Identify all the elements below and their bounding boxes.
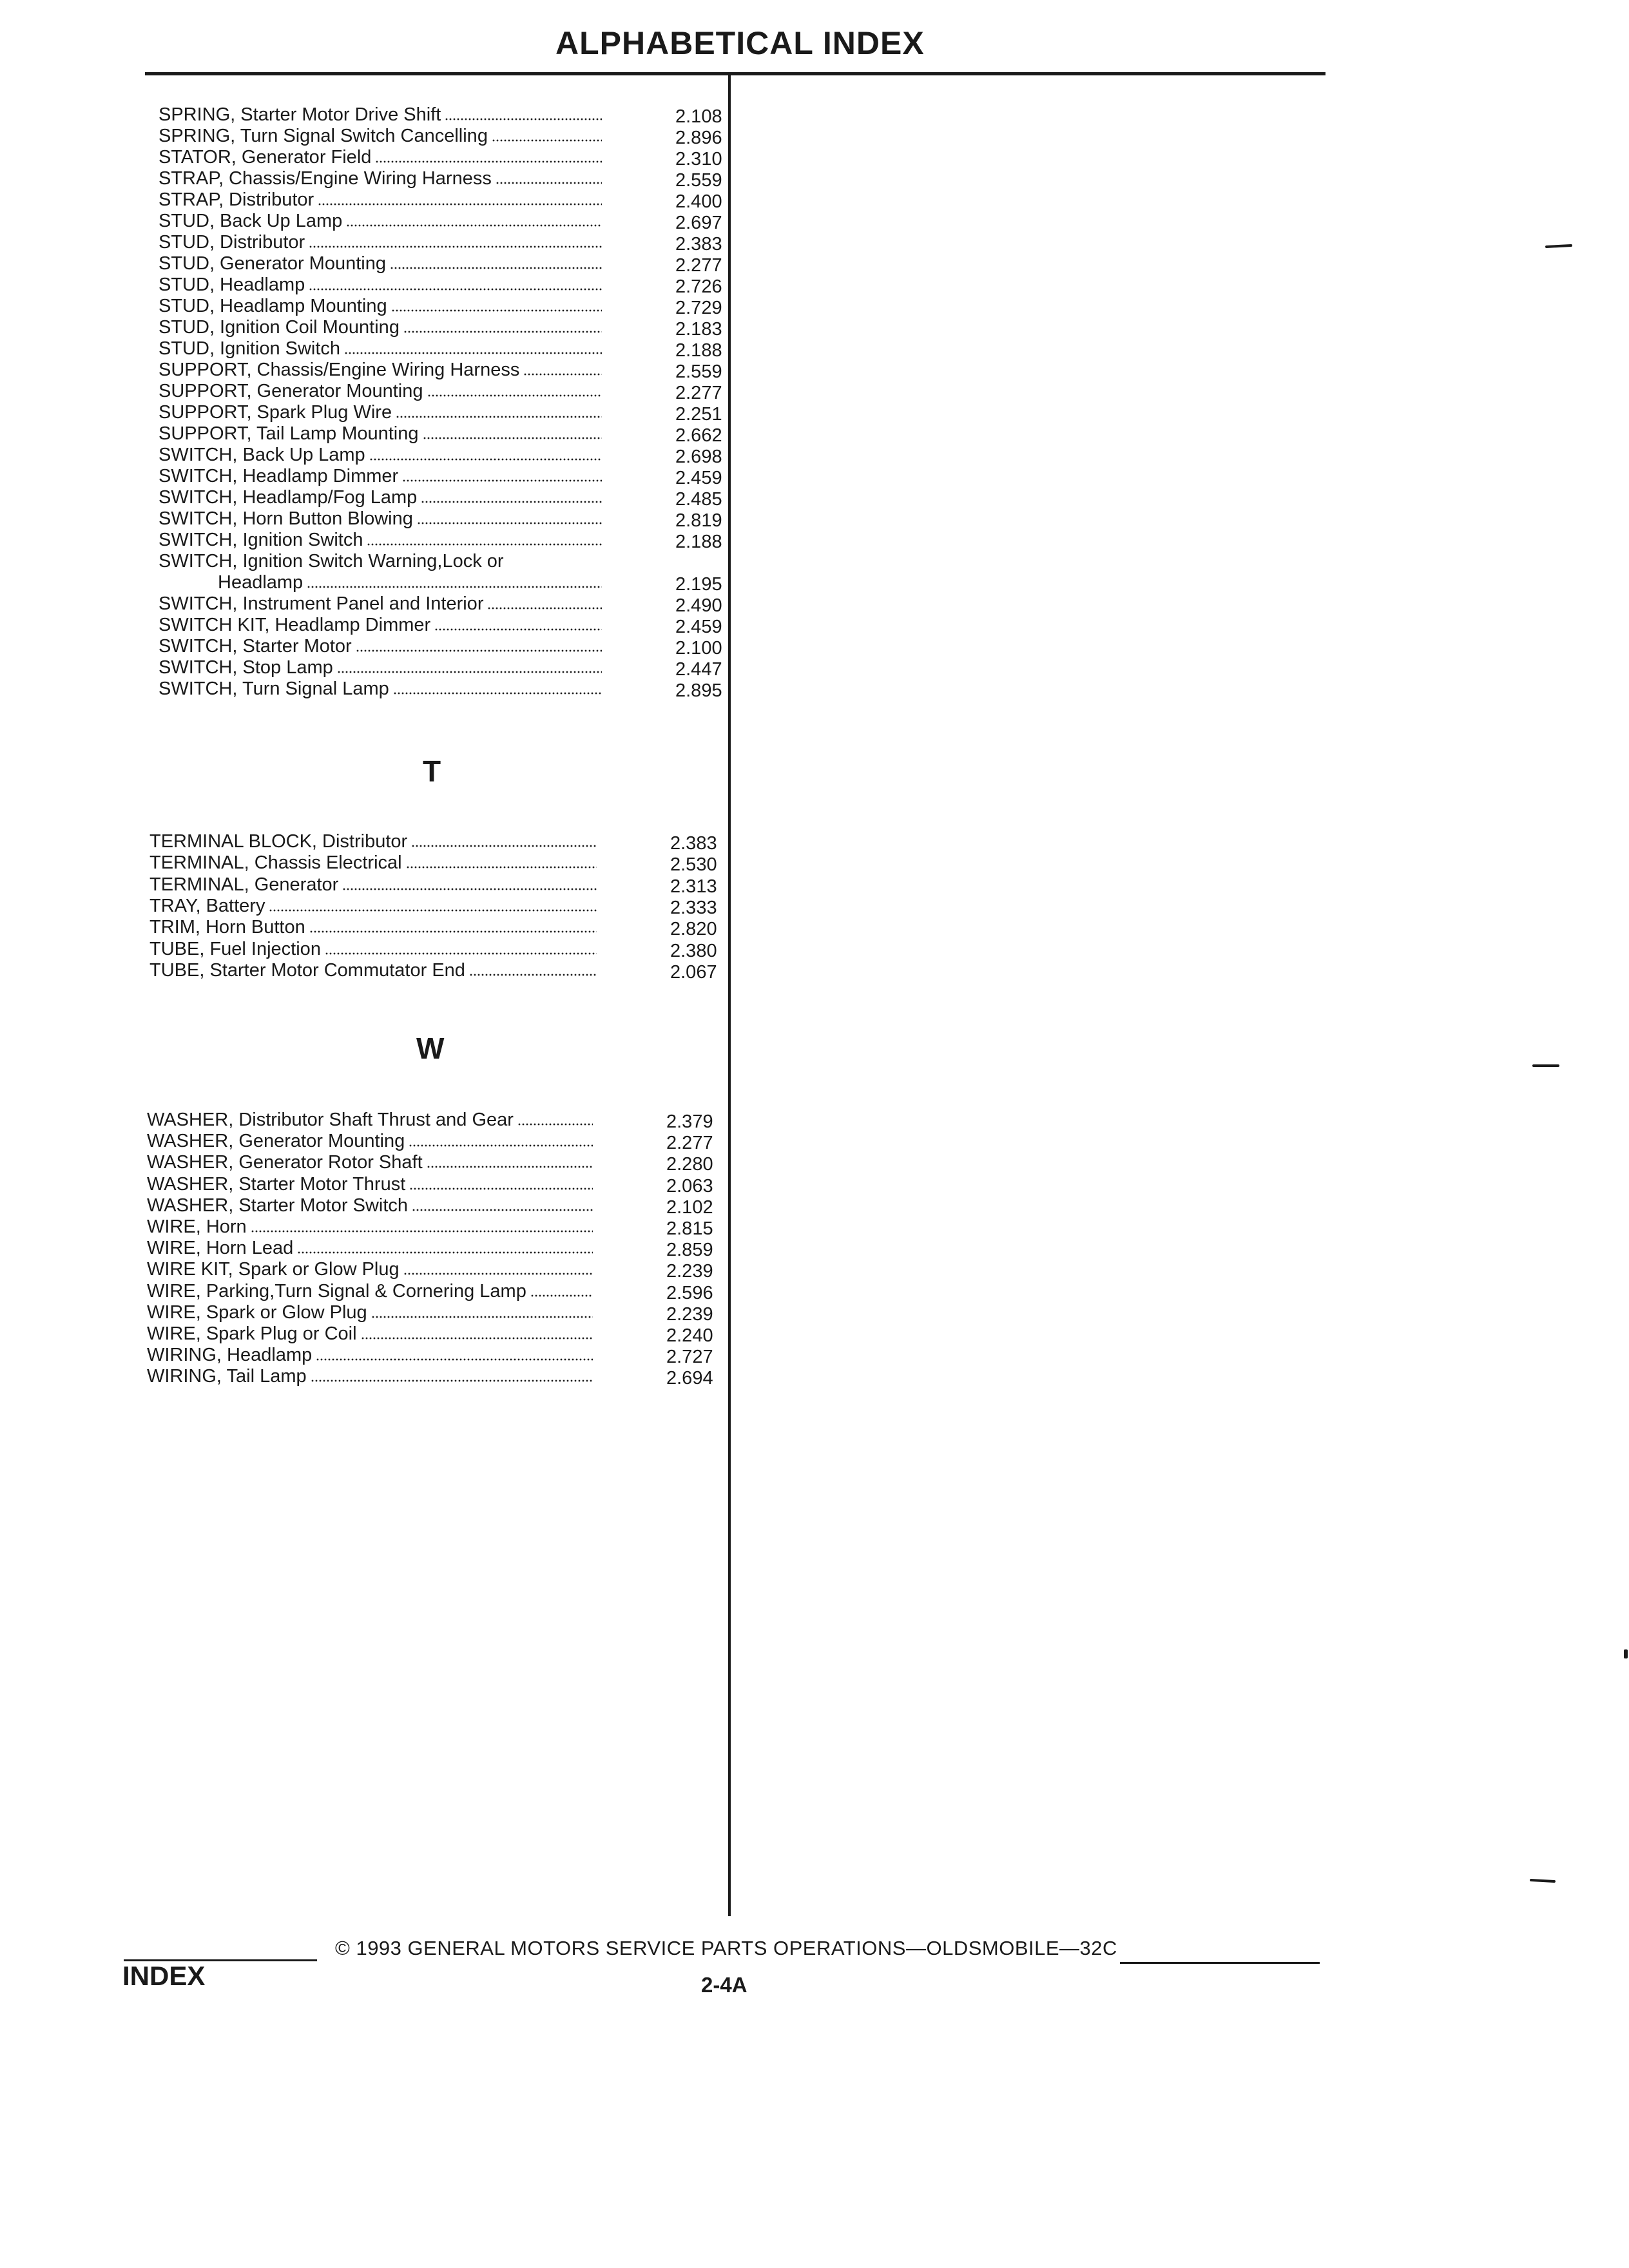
index-entry — [159, 211, 606, 232]
leader-dots — [469, 974, 597, 976]
index-entry — [147, 1323, 597, 1345]
leader-dots — [411, 845, 597, 847]
index-entry-label: SWITCH, Headlamp Dimmer — [159, 466, 399, 486]
index-entry — [159, 381, 606, 402]
index-entry-page: 2.313 — [670, 876, 717, 897]
index-entry-label: WASHER, Generator Mounting — [147, 1131, 405, 1152]
index-entry — [149, 896, 601, 917]
leader-dots — [391, 309, 602, 312]
leader-dots — [309, 930, 597, 933]
index-entry-page: 2.240 — [666, 1325, 713, 1346]
index-entry — [149, 939, 601, 960]
index-entry-label: SUPPORT, Tail Lamp Mounting — [159, 423, 419, 444]
index-entry — [149, 874, 601, 896]
index-entry-page: 2.277 — [666, 1133, 713, 1154]
header-rule — [145, 72, 1325, 75]
index-entry-label: SWITCH, Ignition Switch Warning,Lock or — [159, 551, 504, 572]
index-entry — [149, 831, 601, 852]
index-entry-label: SWITCH, Ignition Switch — [159, 530, 363, 550]
leader-dots — [409, 1144, 593, 1147]
leader-dots — [369, 458, 602, 461]
index-entry — [159, 317, 606, 338]
index-entry-page: 2.400 — [675, 191, 722, 212]
index-entry-page: 2.108 — [675, 106, 722, 127]
index-entry — [147, 1174, 597, 1195]
index-entry-label: SWITCH, Instrument Panel and Interior — [159, 593, 484, 614]
leader-dots — [318, 203, 602, 206]
index-entry-label: SUPPORT, Spark Plug Wire — [159, 402, 392, 423]
leader-dots — [421, 501, 602, 503]
column-divider — [728, 75, 731, 1916]
index-entry — [159, 253, 606, 274]
edge-mark — [1532, 1064, 1559, 1067]
index-entry-label: STUD, Ignition Coil Mounting — [159, 317, 400, 338]
index-entry — [159, 402, 606, 423]
index-entry-page: 2.559 — [675, 361, 722, 382]
index-entry-label: STUD, Headlamp — [159, 274, 305, 295]
index-entry-label: SUPPORT, Generator Mounting — [159, 381, 423, 401]
leader-dots — [356, 649, 602, 652]
leader-dots — [367, 543, 602, 546]
leader-dots — [316, 1358, 593, 1361]
index-entry — [159, 168, 606, 189]
index-entry — [159, 445, 606, 466]
index-entry-page: 2.859 — [666, 1240, 713, 1261]
index-entry — [159, 487, 606, 508]
index-entry — [147, 1345, 597, 1366]
index-entry — [147, 1302, 597, 1323]
index-entry — [159, 189, 606, 211]
index-entry — [159, 466, 606, 487]
index-entry-label: STATOR, Generator Field — [159, 147, 372, 168]
index-entry — [159, 615, 606, 636]
leader-dots — [423, 437, 602, 439]
index-entry-label: SWITCH, Horn Button Blowing — [159, 508, 413, 529]
index-entry-label: STUD, Generator Mounting — [159, 253, 386, 274]
leader-dots — [396, 416, 602, 418]
index-entry-label: STUD, Ignition Switch — [159, 338, 341, 359]
index-entry-page: 2.726 — [675, 276, 722, 297]
index-entry-label: Headlamp — [218, 572, 304, 593]
index-entry-label: SPRING, Starter Motor Drive Shift — [159, 104, 441, 125]
index-entry — [159, 423, 606, 445]
index-entry-page: 2.729 — [675, 298, 722, 318]
leader-dots — [311, 1379, 593, 1382]
index-entry — [159, 530, 606, 551]
index-entry-label: TUBE, Starter Motor Commutator End — [149, 959, 465, 981]
index-entry-label: WASHER, Starter Motor Switch — [147, 1195, 409, 1216]
index-entry-page: 2.694 — [666, 1368, 713, 1389]
index-entry-page: 2.698 — [675, 447, 722, 467]
page-number: 2-4A — [701, 1973, 747, 1997]
index-entry-page: 2.820 — [670, 919, 717, 940]
index-entry — [159, 678, 606, 700]
leader-dots — [517, 1123, 593, 1126]
leader-dots — [346, 224, 602, 227]
leader-dots — [487, 607, 602, 610]
index-entry — [147, 1281, 597, 1302]
leader-dots — [342, 888, 597, 890]
index-entry — [159, 232, 606, 253]
index-entry-page: 2.100 — [675, 638, 722, 658]
index-entry — [218, 572, 606, 593]
leader-dots — [445, 118, 602, 120]
edge-mark — [1530, 1879, 1556, 1883]
index-entry-label: WIRING, Tail Lamp — [147, 1366, 307, 1387]
index-entry-label: WIRING, Headlamp — [147, 1345, 313, 1366]
index-entry-label: SUPPORT, Chassis/Engine Wiring Harness — [159, 360, 520, 380]
leader-dots — [325, 952, 597, 955]
index-entry — [149, 852, 601, 874]
index-entry-label: STRAP, Distributor — [159, 189, 314, 210]
index-entry — [147, 1195, 597, 1216]
index-entry-page: 2.280 — [666, 1154, 713, 1175]
index-entry-page: 2.383 — [670, 833, 717, 854]
index-entry-page: 2.459 — [675, 468, 722, 488]
index-entry-page: 2.239 — [666, 1303, 713, 1325]
index-entry-page: 2.379 — [666, 1111, 713, 1132]
index-entry-page: 2.333 — [670, 897, 717, 918]
index-entry — [159, 104, 606, 126]
index-entry-label: TRIM, Horn Button — [149, 917, 305, 938]
index-entry — [159, 593, 606, 615]
index-entry-page: 2.815 — [666, 1218, 713, 1239]
edge-mark — [1545, 244, 1572, 248]
index-entry — [159, 657, 606, 678]
index-entry — [149, 917, 601, 938]
index-entry — [147, 1216, 597, 1238]
index-entry-page: 2.277 — [675, 383, 722, 403]
index-entry-page: 2.195 — [675, 574, 722, 595]
index-entry-label: WIRE, Spark Plug or Coil — [147, 1323, 357, 1344]
leader-dots — [409, 1187, 593, 1190]
index-entry-page: 2.447 — [675, 659, 722, 680]
index-entry — [147, 1152, 597, 1173]
index-entry-page: 2.697 — [675, 213, 722, 233]
index-entry-page: 2.896 — [675, 128, 722, 148]
index-entry-label: SWITCH KIT, Headlamp Dimmer — [159, 615, 431, 635]
index-entry-page: 2.183 — [675, 319, 722, 340]
index-entry-page: 2.188 — [675, 340, 722, 361]
leader-dots — [307, 586, 602, 588]
leader-dots — [403, 1273, 593, 1275]
leader-dots — [371, 1316, 593, 1318]
index-entry — [159, 508, 606, 530]
leader-dots — [530, 1294, 593, 1297]
leader-dots — [251, 1230, 593, 1233]
leader-dots — [269, 909, 597, 912]
index-entry-page: 2.063 — [666, 1175, 713, 1196]
footer-rule — [1120, 1962, 1320, 1964]
index-entry — [147, 1238, 597, 1259]
leader-dots — [427, 1166, 593, 1168]
index-entry-label: SWITCH, Starter Motor — [159, 636, 352, 657]
leader-dots — [496, 182, 602, 184]
index-entry-label: TERMINAL, Generator — [149, 874, 339, 895]
leader-dots — [417, 522, 602, 524]
index-entry-label: SWITCH, Headlamp/Fog Lamp — [159, 487, 418, 508]
index-entry-label: WASHER, Distributor Shaft Thrust and Gear — [147, 1110, 514, 1130]
index-entry — [159, 636, 606, 657]
index-entry-page: 2.310 — [675, 149, 722, 169]
leader-dots — [523, 373, 602, 376]
index-entry-label: WASHER, Generator Rotor Shaft — [147, 1152, 423, 1173]
leader-dots — [297, 1251, 593, 1254]
index-entry — [159, 296, 606, 317]
index-entry-page: 2.239 — [666, 1261, 713, 1282]
leader-dots — [434, 628, 602, 631]
footer-copyright: © 1993 GENERAL MOTORS SERVICE PARTS OPERATIONS—OLDSMOBILE—32C — [335, 1937, 1117, 1959]
index-entry-label: WIRE, Horn — [147, 1216, 247, 1237]
leader-dots — [375, 160, 602, 163]
index-entry-page: 2.383 — [675, 234, 722, 255]
index-entry — [147, 1110, 597, 1131]
index-entry-label: WIRE KIT, Spark or Glow Plug — [147, 1259, 400, 1280]
index-entry-label: WIRE, Parking,Turn Signal & Cornering Lamp — [147, 1280, 526, 1302]
index-entry-label: TERMINAL, Chassis Electrical — [149, 852, 402, 874]
index-entry — [147, 1259, 597, 1280]
index-entry — [159, 338, 606, 360]
leader-dots — [427, 394, 602, 397]
index-entry-label: SWITCH, Turn Signal Lamp — [159, 678, 389, 699]
index-entry-page: 2.727 — [666, 1347, 713, 1368]
index-entry — [159, 274, 606, 296]
index-entry-page: 2.819 — [675, 510, 722, 531]
leader-dots — [309, 245, 602, 248]
index-entry-page: 2.102 — [666, 1196, 713, 1218]
index-entry-page: 2.662 — [675, 425, 722, 446]
leader-dots — [406, 866, 597, 869]
index-entry-label: TERMINAL BLOCK, Distributor — [149, 831, 408, 852]
index-entry — [147, 1366, 597, 1387]
section-letter: W — [416, 1032, 445, 1065]
edge-mark — [1624, 1649, 1628, 1658]
leader-dots — [412, 1209, 593, 1211]
index-entry-page: 2.380 — [670, 940, 717, 961]
index-entry-page: 2.251 — [675, 404, 722, 425]
index-entry-label: WASHER, Starter Motor Thrust — [147, 1173, 406, 1195]
index-entry-label: STUD, Back Up Lamp — [159, 211, 343, 231]
leader-dots — [344, 352, 602, 354]
index-entry-label: SWITCH, Stop Lamp — [159, 657, 333, 678]
index-entry-page: 2.596 — [666, 1282, 713, 1303]
index-entry-page: 2.530 — [670, 854, 717, 876]
index-entry-label: TRAY, Battery — [149, 895, 265, 916]
index-entry-page: 2.459 — [675, 617, 722, 637]
leader-dots — [402, 479, 602, 482]
leader-dots — [390, 267, 602, 269]
leader-dots — [492, 139, 602, 142]
index-entry-page: 2.559 — [675, 170, 722, 191]
leader-dots — [337, 671, 602, 673]
index-entry-page: 2.485 — [675, 489, 722, 510]
index-entry-page: 2.490 — [675, 595, 722, 616]
index-entry — [159, 360, 606, 381]
leader-dots — [361, 1337, 593, 1340]
leader-dots — [403, 331, 602, 333]
index-entry-page: 2.895 — [675, 680, 722, 701]
section-letter: T — [423, 754, 441, 788]
leader-dots — [309, 288, 602, 291]
index-entry — [149, 960, 601, 981]
footer-index-label: INDEX — [122, 1961, 206, 1991]
index-entry-page: 2.277 — [675, 255, 722, 276]
index-entry — [147, 1131, 597, 1152]
index-entry-label: STUD, Headlamp Mounting — [159, 296, 387, 316]
index-entry-page: 2.188 — [675, 532, 722, 552]
index-entry-label: STRAP, Chassis/Engine Wiring Harness — [159, 168, 492, 189]
index-entry-label: SPRING, Turn Signal Switch Cancelling — [159, 126, 488, 146]
index-entry-label: WIRE, Spark or Glow Plug — [147, 1302, 367, 1323]
index-entry — [159, 147, 606, 168]
index-entry-label: TUBE, Fuel Injection — [149, 938, 321, 959]
index-entry-label: WIRE, Horn Lead — [147, 1238, 294, 1259]
index-entry-label: STUD, Distributor — [159, 232, 305, 253]
index-entry-page: 2.067 — [670, 961, 717, 983]
leader-dots — [393, 692, 602, 695]
index-entry-label: SWITCH, Back Up Lamp — [159, 445, 365, 465]
page-title: ALPHABETICAL INDEX — [555, 25, 925, 61]
index-entry — [159, 126, 606, 147]
